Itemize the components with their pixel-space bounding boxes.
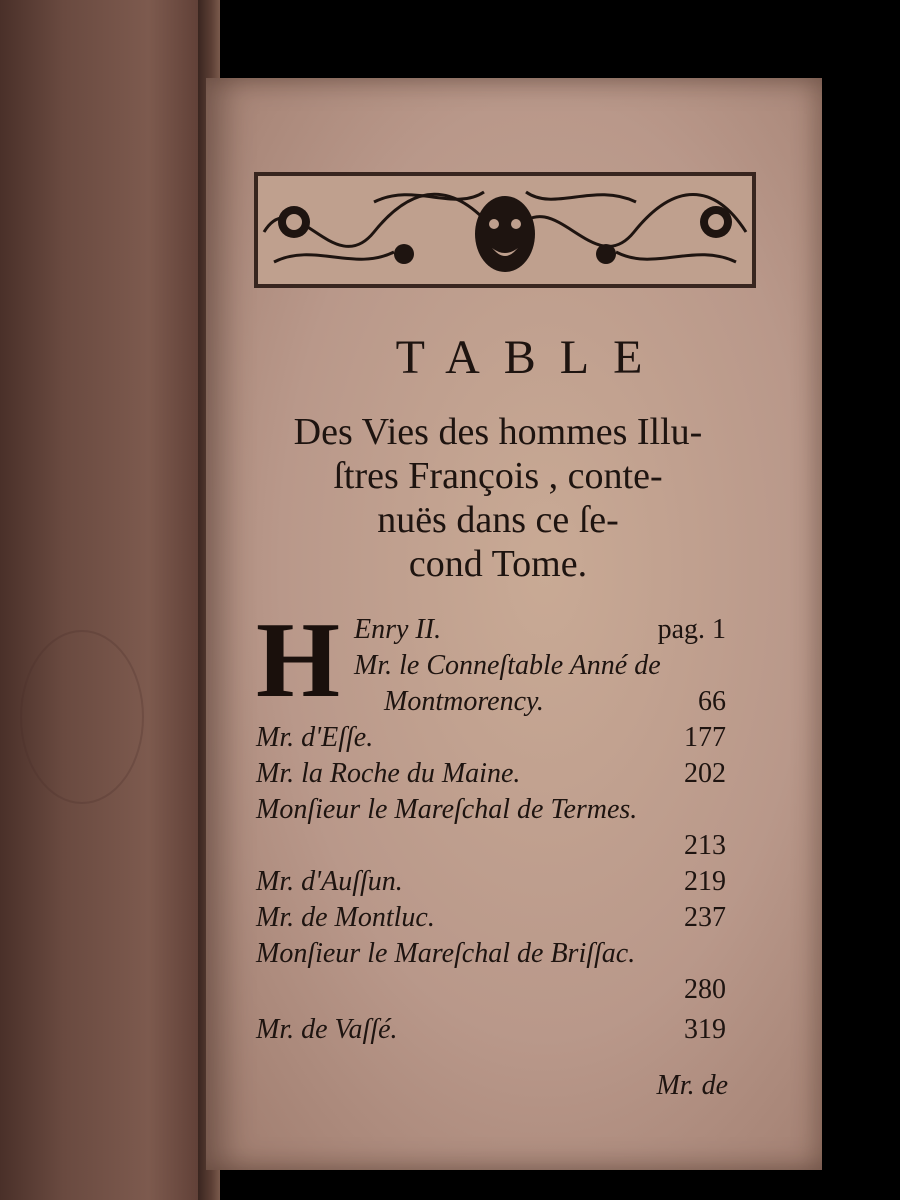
toc-entry-page: 66 [698, 686, 726, 717]
toc-entry-name: Mr. d'Eſſe. [256, 722, 374, 753]
toc-entry-name: Enry II. [354, 614, 442, 645]
show-through-ornament [20, 630, 144, 804]
toc-entry-page: pag. 1 [657, 614, 726, 645]
toc-entry-name: Mr. d'Auſſun. [256, 866, 403, 897]
toc-entry [256, 614, 726, 650]
book-page [206, 78, 822, 1170]
toc-entry-page: 213 [684, 830, 726, 861]
toc-entry-name: Mr. de Montluc. [256, 902, 435, 933]
page-subtitle [248, 410, 748, 586]
toc-entry-page: 319 [684, 1014, 726, 1045]
drop-cap: H [256, 601, 341, 720]
toc-entry-page: 280 [684, 974, 726, 1005]
toc-entry-name: Mr. de Vaſſé. [256, 1014, 398, 1045]
toc-entry [256, 830, 726, 866]
toc-entry-page: 219 [684, 866, 726, 897]
facing-page-left [0, 0, 212, 1200]
toc-entry-name: Mr. la Roche du Maine. [256, 758, 521, 789]
toc-entry-name: Monſieur le Mareſchal de Termes. [256, 794, 638, 825]
toc-entry [256, 866, 726, 902]
toc-entry [256, 686, 726, 722]
toc-entry [256, 758, 726, 794]
headpiece-ornament-icon [254, 172, 756, 288]
toc-entry-page: 177 [684, 722, 726, 753]
toc-entry-name: Mr. le Conneſtable Anné de [354, 650, 661, 681]
toc-entry [256, 722, 726, 758]
toc-entry [256, 1014, 726, 1050]
subtitle-line: ſtres François , conte- [333, 455, 663, 497]
toc-entry-name: Montmorency. [384, 686, 544, 717]
subtitle-line: nuës dans ce ſe- [377, 499, 619, 541]
subtitle-line: cond Tome. [408, 543, 588, 585]
subtitle-line: Des Vies des hommes Illu- [293, 411, 703, 453]
toc-entry-page: 202 [684, 758, 726, 789]
toc-entry [256, 974, 726, 1010]
toc-entry [256, 938, 726, 974]
toc-entry [256, 650, 726, 686]
toc-entry-page: 237 [684, 902, 726, 933]
toc-entry-name: Monſieur le Mareſchal de Briſſac. [256, 938, 636, 969]
page-title: TABLE [395, 331, 667, 384]
catchword: Mr. de [656, 1070, 728, 1101]
toc-entry [256, 794, 726, 830]
toc-entry [256, 902, 726, 938]
